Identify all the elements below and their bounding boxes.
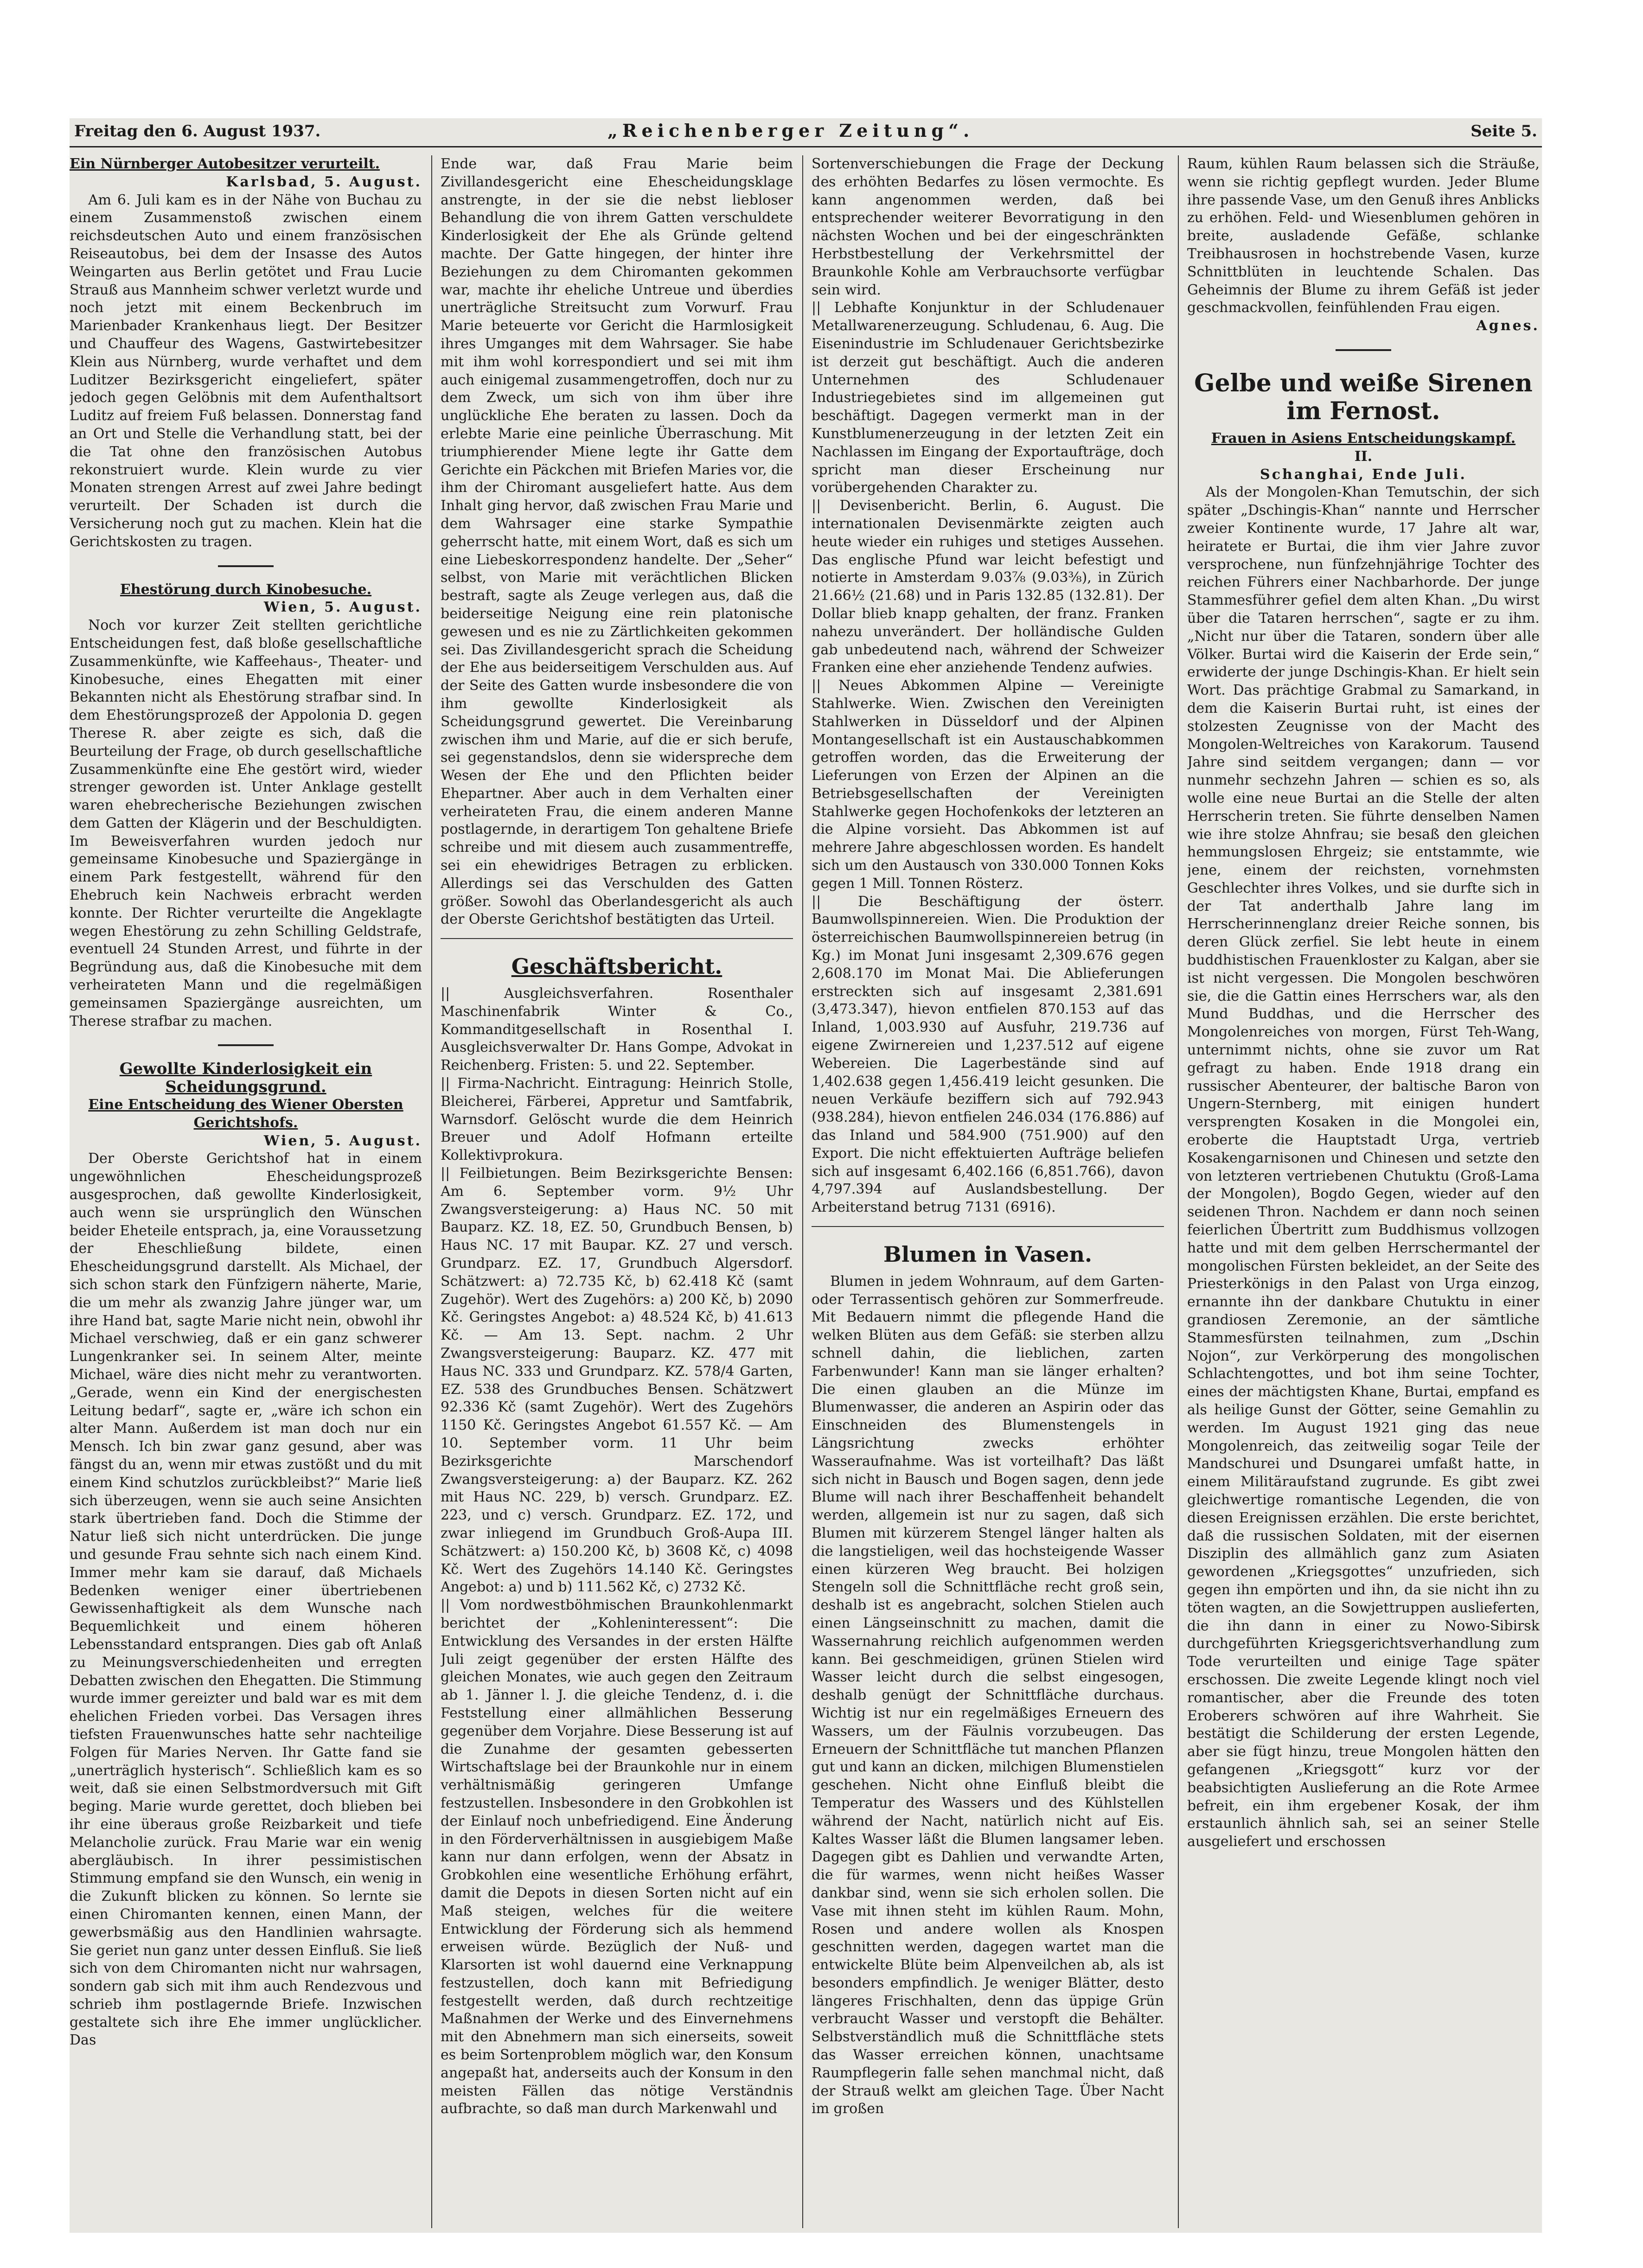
column-4 — [1187, 155, 1540, 2228]
newspaper-title: „Reichenberger Zeitung“. — [607, 120, 974, 141]
business-notice: || Feilbietungen. Beim Bezirksgerichte Bensen: Am 6. September vorm. 9½ Uhr Zwangsversteigerung: a) Haus NC. 50 mit Bauparz. KZ. 18, EZ. 50, Grundbuch Bensen, b) Haus NC. 17 mit Baupar. KZ. 27 und versch. Grundparz. EZ. 17, Grundbuch Algersdorf. Schätzwert: a) 72.735 Kč, b) 62.418 Kč (samt Zugehör). Wert des Zugehörs: a) 200 Kč, b) 2090 Kč. Geringstes Angebot: a) 48.524 Kč, b) 41.613 Kč. — Am 13. Sept. nachm. 2 Uhr Zwangsversteigerung: Bauparz. KZ. 477 mit Haus NC. 333 und Grundparz. KZ. 578/4 Garten, EZ. 538 des Grundbuches Bensen. Schätzwert 92.336 Kč (samt Zugehör). Wert des Zugehörs 1150 Kč. Geringstes Angebot 61.557 Kč. — Am 10. September vorm. 11 Uhr beim Bezirksgerichte Marschendorf Zwangsversteigerung: a) der Bauparz. KZ. 262 mit Haus NC. 229, b) versch. Grundparz. EZ. 223, und c) versch. Grundparz. EZ. 172, und zwar inliegend im Grundbuch Groß-Aupa III. Schätzwert: a) 150.200 Kč, b) 3608 Kč, c) 4098 Kč. Wert des Zugehörs 14.140 Kč. Geringstes Angebot: a) und b) 111.562 Kč, c) 2732 Kč. — [441, 1165, 793, 1596]
business-notice: Sortenverschiebungen die Frage der Deckung des erhöhten Bedarfes zu lösen vermochte. Es kann angenommen werden, daß bei entsprechender weiterer Bevorratigung in den nächsten Wochen und bei der eingeschränkten Herbstbestellung der Verkehrsmittel der Braunkohle Kohle am Verbrauchsorte verfügbar sein wird. — [812, 156, 1164, 298]
article-headline: Blumen in Vasen. — [883, 1242, 1093, 1267]
business-notice: || Vom nordwestböhmischen Braunkohlenmarkt berichtet der „Kohleninteressent“: Die Entwicklung des Versandes in der ersten Hälfte Juli zeigt gegenüber der ersten Hälfte des gleichen Monates, wie auch gegen den Zeitraum ab 1. Jänner l. J. die gleiche Tendenz, d. i. die Feststellung einer allmählichen Besserung gegenüber dem Vorjahre. Diese Besserung ist auf die Zunahme der gesamten gebesserten Wirtschaftslage bei der Braunkohle nur in einem verhältnismäßig geringeren Umfange festzustellen. Insbesondere in den Grobkohlen ist der Einlauf noch unbefriedigend. Eine Änderung in den Förderverhältnissen in ausgiebigem Maße kann nur dann erfolgen, wenn der Absatz in Grobkohlen eine wesentliche Erhöhung erfährt, damit die Depots in diesen Sorten nicht auf ein Maß steigen, welches für die weitere Entwicklung der Förderung sich als hemmend erweisen würde. Bezüglich der Nuß- und Klarsorten ist wohl dauernd eine Verknappung festzustellen, doch kann mit Befriedigung festgestellt werden, daß durch rechtzeitige Maßnahmen der Werke und des Einvernehmens mit den Abnehmern man sich einerseits, soweit es beim Sortenproblem möglich war, den Konsum angepaßt hat, anderseits auch der Konsum in den meisten Fällen das nötige Verständnis aufbrachte, so daß man durch Markenwahl und — [441, 1597, 793, 2117]
newspaper-page — [70, 118, 1542, 2233]
page-number: Seite 5. — [1470, 122, 1537, 141]
business-notice: || Neues Abkommen Alpine — Vereinigte Stahlwerke. Wien. Zwischen den Vereinigten Stahlwerken in Düsseldorf und der Alpinen Montangesellschaft ist ein Austauschabkommen getroffen worden, das die Erweiterung der Lieferungen von Erzen der Alpinen an die Betriebsgesellschaften der Vereinigten Stahlwerke gegen Hochofenkoks der letzteren an die Alpine vorsieht. Das Abkommen ist auf mehrere Jahre abgeschlossen worden. Es handelt sich um den Austausch von 330.000 Tonnen Koks gegen 1 Mill. Tonnen Rösterz. — [812, 677, 1164, 892]
business-notice: || Ausgleichsverfahren. Rosenthaler Maschinenfabrik Winter & Co., Kommanditgesellschaft in Rosenthal I. Ausgleichsverwalter Dr. Hans Gompe, Advokat in Reichenberg. Fristen: 5. und 22. September. — [441, 985, 793, 1074]
business-notice: || Firma-Nachricht. Eintragung: Heinrich Stolle, Bleicherei, Färberei, Appretur und Samtfabrik, Warnsdorf. Gelöscht wurde die dem Heinrich Breuer und Adolf Hofmann erteilte Kollektivprokura. — [441, 1075, 793, 1164]
author-signature: Agnes. — [1476, 318, 1540, 334]
column-divider — [431, 155, 432, 2228]
masthead — [70, 118, 1542, 147]
article-part-number: II. — [1354, 448, 1373, 465]
article-body: Als der Mongolen-Khan Temutschin, der sich später „Dschingis-Khan“ nannte und Herrscher zweier Kontinente wurde, 17 Jahre alt war, heiratete er Burtai, die ihm vier Jahre zuvor versprochene, nun fünfzehnjährige Tochter des reichen Führers einer Nachbarhorde. Der junge Stammesführer gefiel dem alten Khan. „Du wirst über die Tataren herrschen“, sagte er zu ihm. „Nicht nur über die Tataren, sondern über alle Völker. Burtai wird die Kaiserin der Erde sein,“ erwiderte der junge Dschingis-Khan. Er hielt sein Wort. Das prächtige Grabmal zu Samarkand, in dem die Kaiserin Burtai ruht, ist eines der stolzesten Zeugnisse von der Macht des Mongolen-Weltreiches von Karakorum. Tausend Jahre sind seitdem vergangen; dann — vor nunmehr sechzehn Jahren — schien es so, als wolle eine neue Burtai an die Stelle der alten Herrscherin treten. Sie führte denselben Namen wie ihre stolze Ahnfrau; sie besaß den gleichen hemmungslosen Ehrgeiz; sie entstammte, wie jene, einem der reichsten, vornehmsten Geschlechter ihres Volkes, und sie durfte sich in der Tat anderthalb Jahre lang im Herrscherinnenglanz dreier Reiche sonnen, bis deren Glück zerfiel. Sie lebt heute in einem buddhistischen Frauenkloster zu Kalgan, aber sie ist nicht vergessen. Die Mongolen beschwören sie, die die Gattin eines Herrschers war, als den Mund Buddhas, und die Herrscher des Mongolenreiches von morgen, Fürst Teh-Wang, unternimmt nichts, ohne sie zuvor um Rat gefragt zu haben. Ende 1918 drang ein russischer Abenteurer, der baltische Baron von Ungern-Sternberg, mit einigen hundert versprengten Kosaken in die Mongolei ein, eroberte die Hauptstadt Urga, vertrieb Kosakengarnisonen und Chinesen und setzte den von letzteren vertriebenen Chutuktu (Groß-Lama der Mongolen), Bogdo Gegen, wieder auf den seidenen Thron. Nachdem er dann noch seinen feierlichen Übertritt zum Buddhismus vollzogen hatte und mit dem gelben Herrschermantel der mongolischen Fürsten bekleidet, an der Seite des Priesterkönigs in den Palast von Urga einzog, ernannte ihn der dankbare Chutuktu in einer grandiosen Zeremonie, an der sämtliche Stammesfürsten teilnahmen, zum „Dschin Nojon“, zur Verkörperung des mongolischen Schlachtengottes, und bot ihm seine Tochter, eines der mächtigsten Khane, Burtai, empfand es als heilige Gunst der Götter, seine Gemahlin zu werden. Im August 1921 ging das neue Mongolenreich, das zeitweilig sogar Teile der Mandschurei und Dsungarei umfaßt hatte, in einem Militäraufstand zugrunde. Es gibt zwei gleichwertige romantische Legenden, die von diesen Ereignissen erzählen. Die erste berichtet, daß die russischen Soldaten, mit der eisernen Disziplin des allmählich ganz zum Asiaten gewordenen „Kriegsgottes“ unzufrieden, sich gegen ihn empörten und ihn, da sie nicht ihn zu töten wagten, an die Sowjettruppen auslieferten, die ihn dann in einer zu Nowo-Sibirsk durchgeführten Kriegsgerichtsverhandlung zum Tode verurteilten und einige Tage später erschossen. Die zweite Legende klingt noch viel romantischer, aber die Freunde des toten Eroberers schwören auf ihre Wahrheit. Sie bestätigt die Schilderung der ersten Legende, aber sie fügt hinzu, treue Mongolen hätten den gefangenen „Kriegsgott“ kurz vor der beabsichtigten Auslieferung an die Rote Armee befreit, ein ihm ergebener Kosak, der ihm erstaunlich ähnlich sah, sei an seiner Stelle ausgeliefert und erschossen — [1187, 484, 1540, 1850]
section-heading: Geschäftsbericht. — [511, 954, 722, 979]
article-dateline: Karlsbad, 5. August. — [226, 173, 422, 190]
column-divider — [802, 155, 803, 2228]
article-body: Raum, kühlen Raum belassen sich die Sträuße, wenn sie richtig gepflegt wurden. Jeder Blume ihre passende Vase, um den Genuß ihres Anblicks zu erhöhen. Feld- und Wiesenblumen gehören in breite, ausladende Gefäße, schlanke Treibhausrosen in hochstrebende Vasen, kurze Schnittblüten in leuchtende Schalen. Das Geheimnis der Blume zu ihrem Gefäß ist jeder geschmackvollen, feinfühlenden Frau eigen. — [1187, 156, 1540, 316]
column-1 — [70, 155, 422, 2228]
article-body: Am 6. Juli kam es in der Nähe von Buchau zu einem Zusammenstoß zwischen einem reichsdeutschen Auto und einem französischen Reiseautobus, bei dem der Insasse des Autos Weingarten aus Berlin getötet und Frau Lucie Strauß aus Mannheim schwer verletzt wurde und noch jetzt mit einem Beckenbruch im Marienbader Krankenhaus liegt. Der Besitzer und Chauffeur des Wagens, Gastwirtebesitzer Klein aus Nürnberg, wurde verhaftet und dem Luditzer Bezirksgericht eingeliefert, später jedoch gegen Gelöbnis mit dem Aufenthaltsort Luditz auf freiem Fuß belassen. Donnerstag fand an Ort und Stelle die Verhandlung statt, bei der die Tat ohne den französischen Autobus rekonstruiert wurde. Klein wurde zu vier Monaten strengen Arrest auf zwei Jahre bedingt verurteilt. Der Schaden ist durch die Versicherung noch gut zu machen. Klein hat die Gerichtskosten zu tragen. — [70, 192, 422, 550]
article-body: Ende war, daß Frau Marie beim Zivillandesgericht eine Ehescheidungsklage anstrengte, in der sie die nebst liebloser Behandlung die von ihrem Gatten verschuldete Kinderlosigkeit der Ehe als Gründe geltend machte. Der Gatte hingegen, der hinter ihre Beziehungen zu dem Chiromanten gekommen war, machte ihr eheliche Untreue und überdies unerträgliche Streitsucht zum Vorwurf. Frau Marie beteuerte vor Gericht die Harmlosigkeit ihres Umganges mit dem Wahrsager. Sie habe mit ihm wohl korrespondiert und sei mit ihm auch einigemal zusammengetroffen, doch nur zu dem Zweck, um sich von ihm über ihre unglückliche Ehe beraten zu lassen. Doch da erlebte Marie eine peinliche Überraschung. Mit triumphierender Miene legte ihr Gatte dem Gerichte ein Päckchen mit Briefen Maries vor, die ihm der Chiromant ausgeliefert hatte. Aus dem Inhalt ging hervor, daß zwischen Frau Marie und dem Wahrsager eine starke Sympathie geherrscht hatte, mit einem Wort, daß es sich um eine Liebeskorrespondenz handelte. Der „Seher“ selbst, von Marie mit verächtlichen Blicken bestraft, sagte als Zeuge verlegen aus, daß die beiderseitige Neigung eine rein platonische gewesen und es nie zu Zärtlichkeiten gekommen sei. Das Zivillandesgericht sprach die Scheidung der Ehe aus beiderseitigem Verschulden aus. Auf der Seite des Gatten wurde insbesondere die von ihm gewollte Kinderlosigkeit als Scheidungsgrund gewertet. Die Vereinbarung zwischen ihm und Marie, auf die er sich berufe, sei gegenstandslos, denn sie widerspreche dem Wesen der Ehe und den Pflichten beider Ehepartner. Aber auch in dem Verhalten einer verheirateten Frau, die einem anderen Manne postlagernde, in derartigem Ton gehaltene Briefe schreibe und mit diesem auch zusammentreffe, sei ein ehewidriges Betragen zu erblicken. Allerdings sei das Verschulden des Gatten größer. Sowohl das Oberlandesgericht als auch der Oberste Gerichtshof bestätigten das Urteil. — [441, 156, 793, 928]
business-notice: || Lebhafte Konjunktur in der Schludenauer Metallwarenerzeugung. Schludenau, 6. Aug. Die Eisenindustrie im Schludenauer Gerichtsbezirke ist derzeit gut beschäftigt. Auch die anderen Unternehmen des Schludenauer Industriegebietes sind im allgemeinen gut beschäftigt. Dagegen vermerkt man in der Kunstblumenerzeugung in der letzten Zeit ein Nachlassen im Eingang der Exportaufträge, doch spricht man dieser Erscheinung nur vorübergehenden Charakter zu. — [812, 300, 1164, 496]
column-3 — [812, 155, 1164, 2228]
business-notice: || Devisenbericht. Berlin, 6. August. Die internationalen Devisenmärkte zeigten auch heute wieder ein ruhiges und stetiges Aussehen. Das englische Pfund war leicht befestigt und notierte in Amsterdam 9.03⅞ (9.03⅜), in Zürich 21.66½ (21.68) und in Paris 132.85 (132.81). Der Dollar blieb knapp gehalten, der franz. Franken nahezu unverändert. Der holländische Gulden gab unbedeutend nach, während der Schweizer Franken eine eher anziehende Tendenz aufwies. — [812, 498, 1164, 676]
issue-date: Freitag den 6. August 1937. — [74, 122, 321, 141]
article-dateline: Schanghai, Ende Juli. — [1260, 466, 1467, 483]
column-2 — [441, 155, 793, 2228]
article-subheadline: Eine Entscheidung des Wiener Obersten Gerichtshofs. — [88, 1097, 403, 1131]
business-notice: || Die Beschäftigung der österr. Baumwollspinnereien. Wien. Die Produktion der österreichischen Baumwollspinnereien betrug (in Kg.) im Monat Juni insgesamt 2,309.676 gegen 2,608.170 im Monat Mai. Die Ablieferungen erstreckten sich auf insgesamt 2,381.691 (3,473.347), hievon entfielen 870.153 auf das Inland, 1,003.930 auf Ausfuhr, 219.736 auf eigene Zwirnereien und 1,237.512 auf eigene Webereien. Die Lagerbestände sind auf 1,402.638 gegen 1,456.419 leicht gesunken. Die neuen Verkäufe beziffern sich auf 792.943 (938.284), hievon entfielen 246.034 (176.886) auf das Inland und 584.900 (751.900) auf den Export. Die nicht effektuierten Aufträge beliefen sich auf insgesamt 6,402.166 (6,851.766), davon 4,797.394 auf Auslandsbestellung. Der Arbeiterstand betrug 7131 (6916). — [812, 893, 1164, 1216]
article-headline: Gelbe und weiße Sirenen im Fernost. — [1194, 369, 1533, 425]
article-headline: Gewollte Kinderlosigkeit ein Scheidungsgrund. — [119, 1060, 372, 1097]
divider — [812, 1226, 1164, 1227]
divider — [1336, 349, 1391, 351]
divider — [441, 938, 793, 939]
column-divider — [1178, 155, 1179, 2228]
divider — [218, 565, 274, 567]
article-body: Noch vor kurzer Zeit stellten gerichtliche Entscheidungen fest, daß bloße gesellschaftliche Zusammenkünfte, wie Kaffeehaus-, Theater- und Kinobesuche, eines Ehegatten mit einer Bekannten nicht als Ehestörung strafbar sind. In dem Ehestörungsprozeß der Appolonia D. gegen Therese R. aber zeigte es sich, daß die Beurteilung der Frage, ob durch gesellschaftliche Zusammenkünfte eine Ehe gestört wird, wieder strenger geworden ist. Unter Anklage gestellt waren ehebrecherische Beziehungen zwischen dem Gatten der Klägerin und der Beschuldigten. Im Beweisverfahren wurden jedoch nur gemeinsame Kinobesuche und Spaziergänge in einem Park festgestellt, während für den Ehebruch kein Nachweis erbracht werden konnte. Der Richter verurteilte die Angeklagte wegen Ehestörung zu zehn Schilling Geldstrafe, eventuell 24 Stunden Arrest, und führte in der Begründung aus, daß die Kinobesuche mit dem verheirateten Mann und die regelmäßigen gemeinsamen Spaziergänge ausreichten, um Therese strafbar zu machen. — [70, 617, 422, 1029]
article-body: Der Oberste Gerichtshof hat in einem ungewöhnlichen Ehescheidungsprozeß ausgesprochen, daß gewollte Kinderlosigkeit, auch wenn sie ursprünglich den Wünschen beider Eheteile entsprach, ja, eine Voraussetzung der Eheschließung bildete, einen Ehescheidungsgrund darstellt. Als Michael, der sich schon stark den Fünfzigern näherte, Marie, die um mehr als zwanzig Jahre jünger war, um ihre Hand bat, sagte Marie nicht nein, obwohl ihr Michael verschwieg, daß er ein ganz schwerer Lungenkranker sei. In seinem Alter, meinte Michael, wäre dies nicht mehr zu verantworten. „Gerade, wenn ein Kind der energischesten Leitung bedarf“, sagte er, „wäre ich schon ein alter Mann. Außerdem ist man doch nur ein Mensch. Ich bin zwar ganz gesund, aber was fängst du an, wenn mir etwas zustößt und du mit einem Kind schutzlos zurückbleibst?“ Marie ließ sich überzeugen, wenn sie auch seine Ansichten stark übertrieben fand. Doch die Stimme der Natur ließ sich nicht unterdrücken. Die junge und gesunde Frau sehnte sich nach einem Kind. Immer mehr kam sie darauf, daß Michaels Bedenken weniger einer übertriebenen Gewissenhaftigkeit als dem Wunsche nach Bequemlichkeit und einem höheren Lebensstandard entsprangen. Dies gab oft Anlaß zu Meinungsverschiedenheiten und erregten Debatten zwischen den Ehegatten. Die Stimmung wurde immer gereizter und bald war es mit dem ehelichen Frieden vorbei. Das Versagen ihres tiefsten Frauenwunsches hatte sehr nachteilige Folgen für Maries Nerven. Ihr Gatte fand sie „unerträglich hysterisch“. Schließlich kam es so weit, daß sie einen Selbstmordversuch mit Gift beging. Marie wurde gerettet, doch blieben bei ihr eine überaus große Reizbarkeit und tiefe Melancholie zurück. Frau Marie war ein wenig abergläubisch. In ihrer pessimistischen Stimmung empfand sie den Wunsch, ein wenig in die Zukunft blicken zu können. So lernte sie einen Chiromanten kennen, einen Mann, der gewerbsmäßig aus den Handlinien wahrsagte. Sie geriet nun ganz unter dessen Einfluß. Sie ließ sich von dem Chiromanten nicht nur wahrsagen, sondern gab sich mit ihm auch Rendezvous und schrieb ihm postlagernde Briefe. Inzwischen gestaltete sich ihre Ehe immer unglücklicher. Das — [70, 1150, 422, 2049]
article-headline: Ehestörung durch Kinobesuche. — [120, 581, 372, 598]
divider — [218, 1044, 274, 1046]
article-dateline: Wien, 5. August. — [263, 1132, 422, 1149]
article-subheadline: Frauen in Asiens Entscheidungskampf. — [1211, 430, 1516, 447]
article-dateline: Wien, 5. August. — [263, 599, 422, 616]
article-body: Blumen in jedem Wohnraum, auf dem Garten- oder Terrassentisch gehören zur Sommerfreude. Mit Bedauern nimmt die pflegende Hand die welken Blüten aus dem Gefäß: sie sterben allzu schnell dahin, die lieblichen, zarten Farbenwunder! Kann man sie länger erhalten? Die einen glauben an die Münze im Blumenwasser, die anderen an Aspirin oder das Einschneiden des Blumenstengels in Längsrichtung zwecks erhöhter Wasseraufnahme. Was ist vorteilhaft? Das läßt sich nicht in Bausch und Bogen sagen, denn jede Blume will nach ihrer Beschaffenheit behandelt werden, allgemein ist nur zu sagen, daß sich Blumen mit kürzerem Stengel länger halten als die langstieligen, weil das hochsteigende Wasser einen kürzeren Weg braucht. Bei holzigen Stengeln soll die Schnittfläche recht groß sein, deshalb ist es angebracht, solchen Stielen auch einen Längseinschnitt zu machen, damit die Wassernahrung reichlich aufgenommen werden kann. Bei geschmeidigen, grünen Stielen wird Wasser leicht durch die selbst eingesogen, deshalb genügt der Schnittfläche durchaus. Wichtig ist nur ein regelmäßiges Erneuern des Wassers, um der Fäulnis vorzubeugen. Das Erneuern der Schnittfläche tut manchen Pflanzen gut und kann an dicken, milchigen Blumenstielen geschehen. Nicht ohne Einfluß bleibt die Temperatur des Wassers und des Kühlstellen während der Nacht, natürlich nicht auf Eis. Kaltes Wasser läßt die Blumen langsamer leben. Dagegen gibt es Dahlien und verwandte Arten, die für warmes, wenn nicht heißes Wasser dankbar sind, wenn sie sich erholen sollen. Die Vase mit ihnen steht im kühlen Raum. Mohn, Rosen und andere wollen als Knospen geschnitten werden, dagegen wartet man die entwickelte Blüte beim Alpenveilchen ab, als ist besonders empfindlich. Je weniger Blätter, desto längeres Frischhalten, denn das üppige Grün verbraucht Wasser und verstopft die Behälter. Selbstverständlich muß die Schnittfläche stets das Wasser erreichen können, unachtsame Raumpflegerin falle sehen manchmal nicht, daß der Strauß welkt am gleichen Tage. Über Nacht im großen — [812, 1273, 1164, 2117]
article-headline: Ein Nürnberger Autobesitzer verurteilt. — [70, 156, 380, 172]
